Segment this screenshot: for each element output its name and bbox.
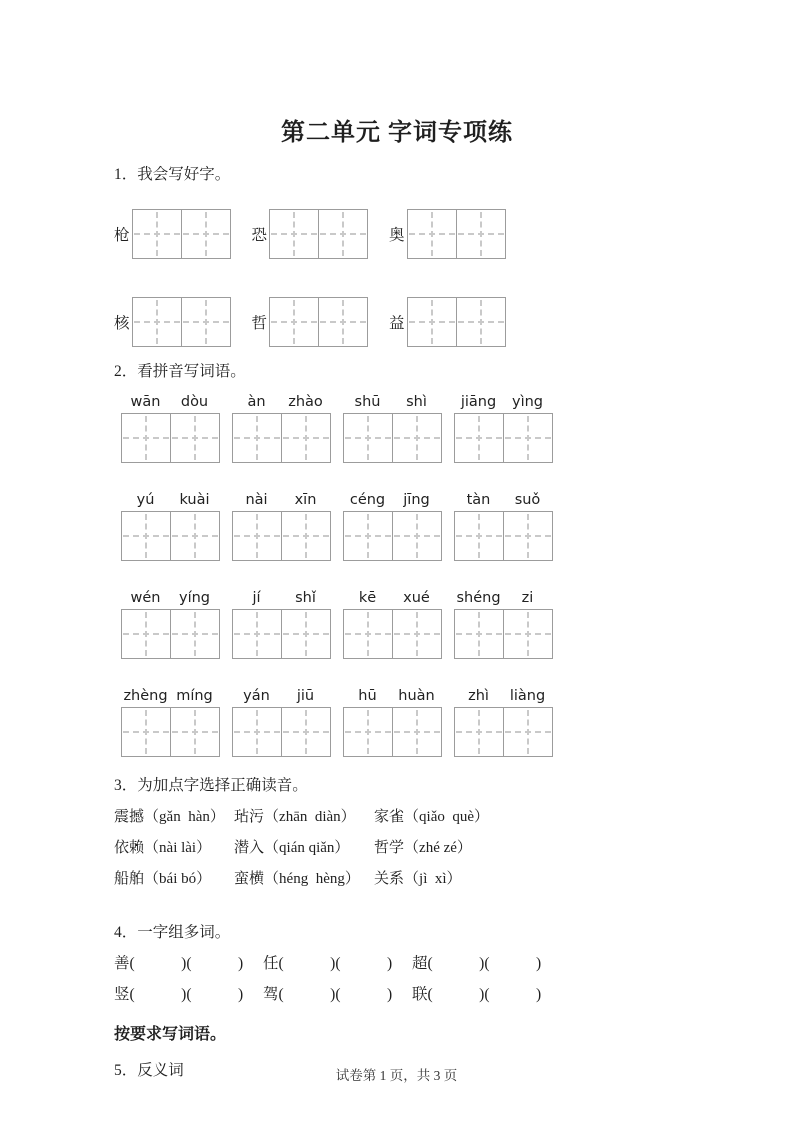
pinyin-labels xyxy=(121,686,220,706)
pinyin-syllable: xīn xyxy=(294,492,317,508)
pinyin-labels xyxy=(121,588,220,608)
q2-pinyin-row-4 xyxy=(121,686,680,761)
answer-blanks[interactable]: ( )( ) xyxy=(129,986,244,1003)
pronunciation-item xyxy=(374,802,680,833)
pronunciation-item xyxy=(114,802,234,833)
q1-label: 1．我会写好字。 xyxy=(114,166,231,183)
char-label: 核 xyxy=(114,315,130,332)
pronunciation-options[interactable]: （zhé zé） xyxy=(404,840,472,856)
writing-grid[interactable] xyxy=(121,609,220,659)
pinyin-syllable: shéng xyxy=(456,590,501,606)
base-char: 任 xyxy=(263,955,279,972)
grid-cell[interactable] xyxy=(392,414,441,462)
pronunciation-item xyxy=(114,833,234,864)
pinyin-word-group xyxy=(343,392,442,467)
pinyin-labels xyxy=(121,392,220,412)
grid-cell[interactable] xyxy=(233,512,281,560)
pinyin-word-group xyxy=(454,588,553,663)
writing-grid[interactable] xyxy=(232,413,331,463)
grid-cell[interactable] xyxy=(170,610,219,658)
q4-items xyxy=(114,948,680,1010)
char-writing-group xyxy=(114,209,231,259)
grid-cell[interactable] xyxy=(170,512,219,560)
pinyin-labels xyxy=(232,392,331,412)
q2-pinyin-row-3 xyxy=(121,588,680,663)
grid-cell[interactable] xyxy=(318,210,367,258)
writing-grid[interactable] xyxy=(132,297,231,347)
grid-cell[interactable] xyxy=(170,414,219,462)
pinyin-labels xyxy=(343,392,442,412)
pinyin-word-group xyxy=(232,392,331,467)
pinyin-syllable: jí xyxy=(252,590,261,606)
pinyin-word-group xyxy=(232,686,331,761)
word-building-item xyxy=(114,948,263,979)
writing-grid[interactable] xyxy=(232,609,331,659)
writing-grid[interactable] xyxy=(343,707,442,757)
grid-cell[interactable] xyxy=(503,708,552,756)
pinyin-syllable: shū xyxy=(354,394,381,410)
writing-grid[interactable] xyxy=(121,707,220,757)
pinyin-word-group xyxy=(121,588,220,663)
grid-cell[interactable] xyxy=(181,210,230,258)
pronunciation-options[interactable]: （héng hèng） xyxy=(264,871,360,887)
word-building-item xyxy=(263,979,412,1010)
char-writing-group xyxy=(114,297,231,347)
word-text: 依 xyxy=(114,840,130,856)
pronunciation-item xyxy=(234,802,374,833)
grid-cell[interactable] xyxy=(456,210,505,258)
pinyin-syllable: hū xyxy=(358,688,377,704)
pinyin-syllable: tàn xyxy=(466,492,491,508)
base-char: 驾 xyxy=(263,986,279,1003)
grid-cell[interactable] xyxy=(408,298,456,346)
pinyin-word-group xyxy=(343,686,442,761)
grid-cell[interactable] xyxy=(455,708,503,756)
word-text: 家 xyxy=(374,809,390,825)
pinyin-word-group xyxy=(121,686,220,761)
dotted-char: 横 • xyxy=(249,871,264,887)
grid-cell[interactable] xyxy=(344,708,392,756)
grid-cell[interactable] xyxy=(233,708,281,756)
base-char: 竖 xyxy=(114,986,130,1003)
answer-blanks[interactable]: ( )( ) xyxy=(129,955,244,972)
writing-grid[interactable] xyxy=(232,707,331,757)
writing-grid[interactable] xyxy=(407,209,506,259)
grid-cell[interactable] xyxy=(392,708,441,756)
grid-cell[interactable] xyxy=(503,512,552,560)
dotted-char: 撼 • xyxy=(129,809,144,825)
pinyin-syllable: yán xyxy=(243,688,270,704)
pronunciation-options[interactable]: （qiǎo què） xyxy=(404,809,490,825)
writing-grid[interactable] xyxy=(132,209,231,259)
pinyin-syllable: zhèng xyxy=(123,688,168,704)
pinyin-syllable: liàng xyxy=(509,688,546,704)
pronunciation-options[interactable]: （nài lài） xyxy=(144,840,212,856)
pinyin-word-group xyxy=(232,588,331,663)
word-building-item xyxy=(412,979,680,1010)
grid-cell[interactable] xyxy=(455,512,503,560)
pinyin-word-group xyxy=(121,392,220,467)
word-text: 船 xyxy=(114,871,130,887)
grid-cell[interactable] xyxy=(281,610,330,658)
q2-label: 2．看拼音写词语。 xyxy=(114,363,246,380)
dotted-char: 哲 • xyxy=(374,840,389,856)
dotted-char: 雀 • xyxy=(389,809,404,825)
grid-cell[interactable] xyxy=(344,414,392,462)
grid-cell[interactable] xyxy=(503,610,552,658)
grid-cell[interactable] xyxy=(122,414,170,462)
pinyin-word-group xyxy=(343,490,442,565)
pinyin-labels xyxy=(232,490,331,510)
pronunciation-options[interactable]: （qián qiǎn） xyxy=(264,840,350,856)
pinyin-syllable: jiū xyxy=(296,688,315,704)
writing-grid[interactable] xyxy=(343,511,442,561)
q2-pinyin-row-2 xyxy=(121,490,680,565)
page-title: 第二单元 字词专项练 xyxy=(281,120,513,146)
grid-cell[interactable] xyxy=(170,708,219,756)
pinyin-labels xyxy=(232,588,331,608)
pinyin-syllable: yíng xyxy=(178,590,210,606)
q4-label: 4．一字组多词。 xyxy=(114,924,231,941)
grid-cell[interactable] xyxy=(344,512,392,560)
pinyin-syllable: yú xyxy=(136,492,155,508)
pinyin-labels xyxy=(454,588,553,608)
pinyin-syllable: zi xyxy=(521,590,534,606)
grid-cell[interactable] xyxy=(455,610,503,658)
word-text: 污 xyxy=(249,809,265,825)
char-writing-group xyxy=(252,209,369,259)
pinyin-syllable: zhào xyxy=(288,394,323,410)
writing-grid[interactable] xyxy=(121,511,220,561)
pronunciation-options[interactable]: （bái bó） xyxy=(144,871,212,887)
grid-cell[interactable] xyxy=(318,298,367,346)
pinyin-labels xyxy=(454,392,553,412)
writing-grid[interactable] xyxy=(454,609,553,659)
pinyin-syllable: wān xyxy=(130,394,161,410)
pinyin-syllable: shì xyxy=(406,394,427,410)
section-header: 按要求写词语。 xyxy=(114,1026,227,1043)
pinyin-syllable: zhì xyxy=(468,688,489,704)
q1-grid-row-1 xyxy=(114,209,680,259)
word-text: 入 xyxy=(249,840,265,856)
grid-cell[interactable] xyxy=(408,210,456,258)
base-char: 善 xyxy=(114,955,130,972)
pinyin-word-group xyxy=(454,490,553,565)
grid-cell[interactable] xyxy=(270,298,318,346)
pinyin-syllable: dòu xyxy=(180,394,209,410)
pinyin-syllable: xué xyxy=(403,590,430,606)
answer-blanks[interactable]: ( )( ) xyxy=(427,955,542,972)
pronunciation-options[interactable]: （jì xì） xyxy=(404,871,462,887)
pinyin-word-group xyxy=(232,490,331,565)
char-label: 益 xyxy=(389,315,405,332)
grid-cell[interactable] xyxy=(281,708,330,756)
writing-grid[interactable] xyxy=(454,413,553,463)
word-text: 学 xyxy=(389,840,405,856)
word-building-item xyxy=(263,948,412,979)
writing-grid[interactable] xyxy=(269,297,368,347)
pinyin-syllable: shǐ xyxy=(295,590,316,606)
char-label: 奥 xyxy=(389,227,405,244)
char-label: 哲 xyxy=(251,315,268,332)
pinyin-syllable: àn xyxy=(247,394,266,410)
writing-grid[interactable] xyxy=(343,609,442,659)
answer-blanks[interactable]: ( )( ) xyxy=(278,955,393,972)
writing-grid[interactable] xyxy=(232,511,331,561)
pronunciation-options[interactable]: （gǎn hàn） xyxy=(144,809,225,825)
dotted-char: 潜 • xyxy=(234,840,249,856)
grid-cell[interactable] xyxy=(456,298,505,346)
pinyin-word-group xyxy=(121,490,220,565)
q5-label: 5．反义词 xyxy=(114,1062,184,1079)
grid-cell[interactable] xyxy=(392,610,441,658)
grid-cell[interactable] xyxy=(122,708,170,756)
pinyin-labels xyxy=(232,686,331,706)
word-text: 蛮 xyxy=(234,871,250,887)
pinyin-labels xyxy=(343,588,442,608)
pinyin-syllable: kuài xyxy=(179,492,210,508)
grid-cell[interactable] xyxy=(181,298,230,346)
word-building-item xyxy=(114,979,263,1010)
pinyin-labels xyxy=(343,490,442,510)
pronunciation-item xyxy=(374,833,680,864)
pinyin-word-group xyxy=(454,392,553,467)
grid-cell[interactable] xyxy=(270,210,318,258)
pinyin-word-group xyxy=(343,588,442,663)
pinyin-labels xyxy=(343,686,442,706)
base-char: 超 xyxy=(412,955,428,972)
pinyin-syllable: kē xyxy=(358,590,377,606)
grid-cell[interactable] xyxy=(281,512,330,560)
q3-label: 3．为加点字选择正确读音。 xyxy=(114,777,308,794)
char-writing-group xyxy=(389,297,506,347)
dotted-char: 系 • xyxy=(389,871,404,887)
pinyin-syllable: míng xyxy=(176,688,213,704)
pronunciation-item xyxy=(374,864,680,895)
char-label: 枪 xyxy=(114,227,130,244)
grid-cell[interactable] xyxy=(233,610,281,658)
pinyin-syllable: jiāng xyxy=(460,394,497,410)
pinyin-syllable: huàn xyxy=(398,688,435,704)
word-text: 关 xyxy=(374,871,390,887)
grid-cell[interactable] xyxy=(392,512,441,560)
writing-grid[interactable] xyxy=(407,297,506,347)
pinyin-labels xyxy=(454,490,553,510)
pinyin-syllable: céng xyxy=(349,492,386,508)
grid-cell[interactable] xyxy=(455,414,503,462)
dotted-char: 玷 • xyxy=(234,809,249,825)
pinyin-word-group xyxy=(454,686,553,761)
grid-cell[interactable] xyxy=(133,298,181,346)
writing-grid[interactable] xyxy=(454,707,553,757)
pinyin-syllable: yìng xyxy=(511,394,543,410)
pronunciation-item xyxy=(114,864,234,895)
writing-grid[interactable] xyxy=(121,413,220,463)
pinyin-labels xyxy=(121,490,220,510)
grid-cell[interactable] xyxy=(503,414,552,462)
grid-cell[interactable] xyxy=(122,610,170,658)
answer-blanks[interactable]: ( )( ) xyxy=(278,986,393,1003)
grid-cell[interactable] xyxy=(281,414,330,462)
pronunciation-options[interactable]: （zhān diàn） xyxy=(264,809,356,825)
answer-blanks[interactable]: ( )( ) xyxy=(427,986,542,1003)
grid-cell[interactable] xyxy=(133,210,181,258)
dotted-char: 赖 • xyxy=(129,840,144,856)
grid-cell[interactable] xyxy=(122,512,170,560)
q2-pinyin-row-1 xyxy=(121,392,680,467)
char-writing-group xyxy=(389,209,506,259)
pronunciation-item xyxy=(234,864,374,895)
pinyin-syllable: suǒ xyxy=(514,492,541,508)
q3-items xyxy=(114,802,680,895)
char-label: 恐 xyxy=(251,227,268,244)
writing-grid[interactable] xyxy=(343,413,442,463)
char-writing-group xyxy=(252,297,369,347)
pinyin-syllable: jīng xyxy=(403,492,430,508)
word-building-item xyxy=(412,948,680,979)
pinyin-syllable: nài xyxy=(245,492,268,508)
q1-grid-row-2 xyxy=(114,297,680,347)
pronunciation-item xyxy=(234,833,374,864)
writing-grid[interactable] xyxy=(269,209,368,259)
word-text: 震 xyxy=(114,809,130,825)
grid-cell[interactable] xyxy=(344,610,392,658)
dotted-char: 舶 • xyxy=(129,871,144,887)
base-char: 联 xyxy=(412,986,428,1003)
writing-grid[interactable] xyxy=(454,511,553,561)
page-footer: 试卷第 1 页，共 3 页 xyxy=(335,1068,458,1083)
grid-cell[interactable] xyxy=(233,414,281,462)
pinyin-syllable: wén xyxy=(130,590,161,606)
pinyin-labels xyxy=(454,686,553,706)
